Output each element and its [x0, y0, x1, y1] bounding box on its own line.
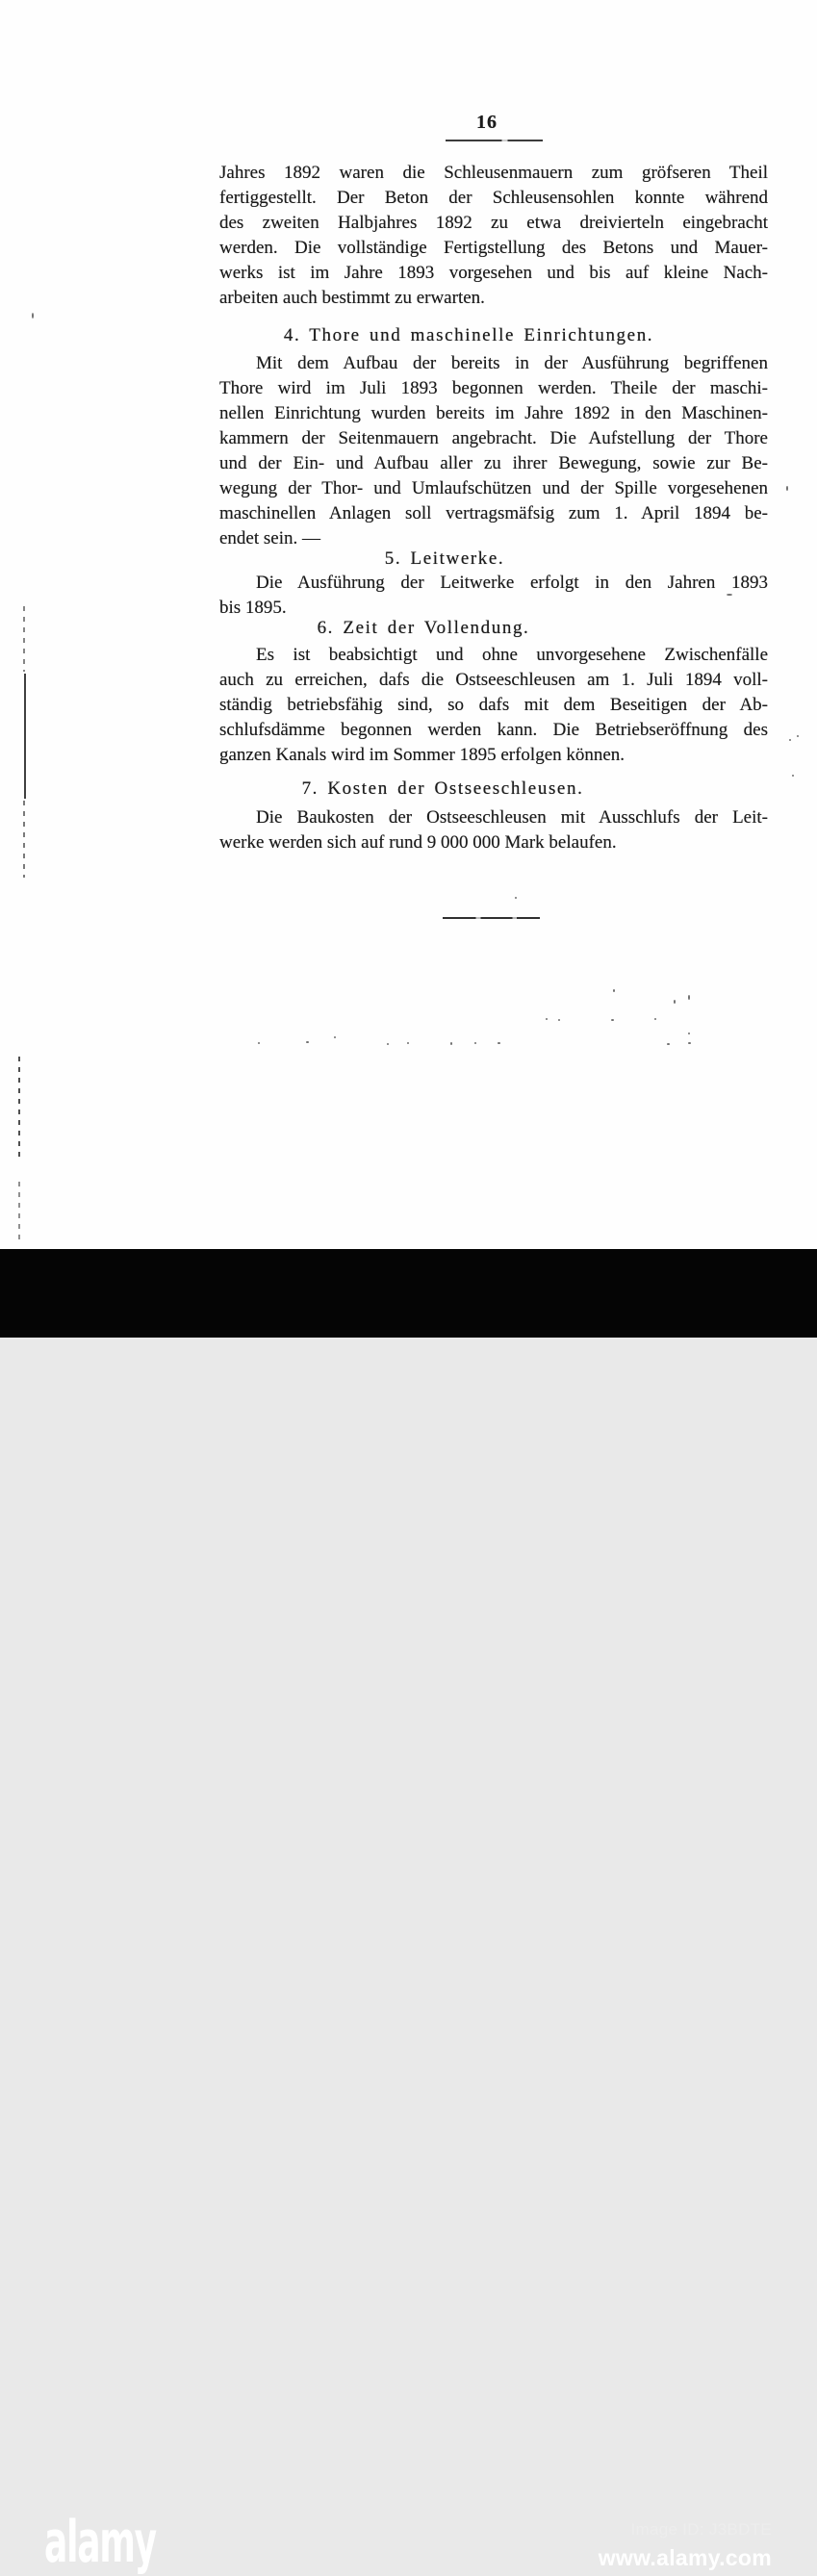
scan-artifact-line	[18, 1182, 20, 1243]
end-of-text-divider	[443, 917, 540, 919]
scan-speck	[32, 313, 34, 319]
text-line: und der Ein- und Aufbau aller zu ihrer Bewegung, sowie zur Be-	[219, 453, 768, 473]
text-line: des zweiten Halbjahres 1892 zu etwa dreivierteln eingebracht	[219, 213, 768, 233]
text-line: schlufsdämme begonnen werden kann. Die Betriebseröffnung des	[219, 720, 768, 740]
scan-speck	[688, 1042, 691, 1044]
scan-speck	[688, 995, 690, 1000]
scan-speck	[515, 897, 517, 899]
paragraph	[219, 161, 768, 311]
scan-speck	[450, 1042, 452, 1045]
paragraph	[219, 643, 768, 768]
paragraph	[219, 351, 768, 551]
alamy-watermark-bar	[0, 1249, 817, 2576]
alamy-url-text: www.alamy.com	[598, 2545, 772, 2570]
text-line: maschinellen Anlagen soll vertragsmäfsig zum 1. April 1894 be-	[219, 503, 768, 523]
paragraph	[219, 571, 768, 621]
scan-speck	[654, 1018, 656, 1020]
section-heading: 6. Zeit der Vollendung.	[317, 618, 530, 638]
scan-speck	[786, 486, 788, 491]
text-line: bis 1895.	[219, 598, 287, 618]
scan-speck	[546, 1018, 548, 1020]
text-line: Thore wird im Juli 1893 begonnen werden. Theile der maschi-	[219, 378, 768, 398]
text-line: ganzen Kanals wird im Sommer 1895 erfolgen können.	[219, 745, 626, 765]
page-number: 16	[476, 112, 498, 133]
text-line: auch zu erreichen, dafs die Ostseeschleusen am 1. Juli 1894 voll-	[219, 670, 768, 690]
scan-speck	[667, 1043, 670, 1045]
text-line: arbeiten auch bestimmt zu erwarten.	[219, 288, 485, 308]
text-line: Die Ausführung der Leitwerke erfolgt in den Jahren 1893	[256, 573, 768, 593]
scan-speck	[387, 1043, 389, 1045]
scan-speck	[407, 1042, 409, 1044]
text-line: werke werden sich auf rund 9 000 000 Mark belaufen.	[219, 832, 617, 853]
alamy-logo: alamy	[44, 2509, 156, 2576]
scan-speck	[727, 594, 732, 596]
scan-speck	[789, 739, 791, 741]
scan-artifact-line	[23, 801, 25, 878]
text-line: Mit dem Aufbau der bereits in der Ausführung begriffenen	[256, 353, 768, 373]
text-line: werks ist im Jahre 1893 vorgesehen und bis auf kleine Nach-	[219, 263, 768, 283]
scan-artifact-line	[18, 1057, 20, 1158]
scan-speck	[474, 1042, 476, 1044]
text-line: Jahres 1892 waren die Schleusenmauern zum gröfseren Theil	[219, 163, 768, 183]
text-line: kammern der Seitenmauern angebracht. Die Aufstellung der Thore	[219, 428, 768, 448]
scan-speck	[306, 1041, 309, 1043]
text-line: nellen Einrichtung wurden bereits im Jahre 1892 in den Maschinen-	[219, 403, 768, 423]
image-id-text: Image ID: J3BDTE	[630, 2520, 772, 2538]
section-heading: 5. Leitwerke.	[384, 548, 505, 569]
scan-artifact-line	[23, 606, 25, 672]
scan-speck	[498, 1042, 500, 1044]
scan-speck	[258, 1042, 260, 1044]
scan-speck	[688, 1033, 690, 1034]
section-heading: 4. Thore und maschinelle Einrichtungen.	[283, 325, 654, 345]
scan-speck	[613, 989, 615, 992]
section-heading: 7. Kosten der Ostseeschleusen.	[301, 778, 584, 799]
scan-speck	[792, 775, 794, 777]
text-line: fertiggestellt. Der Beton der Schleusensohlen konnte während	[219, 188, 768, 208]
scan-speck	[674, 1000, 676, 1004]
text-line: werden. Die vollständige Fertigstellung des Betons und Mauer-	[219, 238, 768, 258]
text-line: ständig betriebsfähig sind, so dafs mit dem Beseitigen der Ab-	[219, 695, 768, 715]
scan-speck	[611, 1019, 614, 1021]
text-line: Die Baukosten der Ostseeschleusen mit Ausschlufs der Leit-	[256, 807, 768, 828]
text-line: endet sein. —	[219, 528, 321, 548]
page-number-rule	[446, 140, 543, 141]
scan-speck	[558, 1019, 560, 1021]
scan-artifact-line	[24, 674, 26, 799]
text-line: Es ist beabsichtigt und ohne unvorgesehene Zwischenfälle	[256, 645, 768, 665]
alamy-meta	[599, 2520, 772, 2571]
scan-speck	[797, 735, 799, 737]
text-line: wegung der Thor- und Umlaufschützen und der Spille vorgesehenen	[219, 478, 768, 498]
scan-speck	[334, 1036, 336, 1038]
paragraph	[219, 805, 768, 855]
